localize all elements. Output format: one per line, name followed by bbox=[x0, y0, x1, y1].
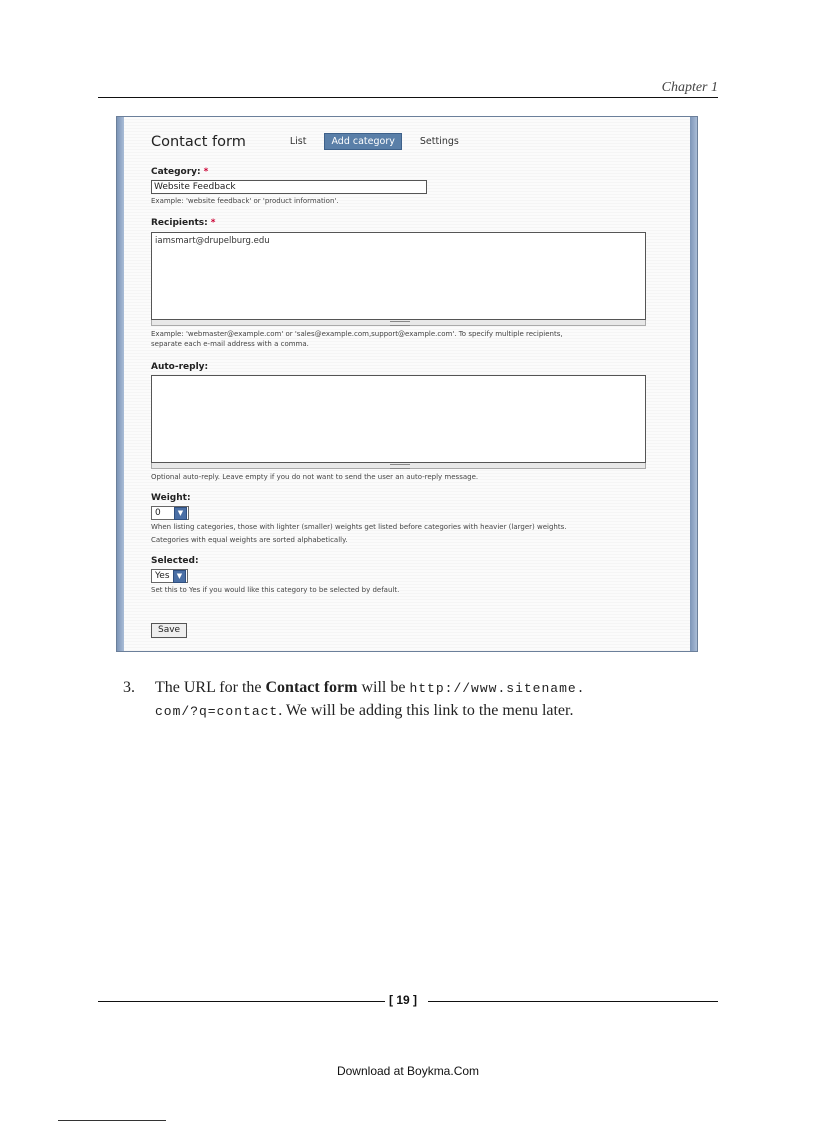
chapter-label: Chapter 1 bbox=[661, 80, 718, 95]
weight-value: 0 bbox=[155, 508, 161, 518]
weight-help-line1: When listing categories, those with lighter (smaller) weights get listed before categories with heavier (larger) weights. bbox=[151, 523, 567, 531]
category-help: Example: 'website feedback' or 'product information'. bbox=[151, 197, 339, 205]
list-item-step-3 bbox=[123, 677, 683, 723]
weight-help-line2: Categories with equal weights are sorted alphabetically. bbox=[151, 536, 348, 544]
recipients-help-line1: Example: 'webmaster@example.com' or 'sales@example.com,support@example.com'. To specify multiple recipients, bbox=[151, 330, 563, 338]
selected-help: Set this to Yes if you would like this category to be selected by default. bbox=[151, 586, 400, 594]
footer-rule-right bbox=[428, 1001, 718, 1002]
tab-add-category[interactable]: Add category bbox=[324, 133, 401, 150]
selected-label: Selected: bbox=[151, 556, 199, 566]
chevron-down-icon: ▼ bbox=[173, 570, 186, 583]
download-note: Download at Boykma.Com bbox=[336, 1064, 480, 1078]
footer-rule-left bbox=[98, 1001, 385, 1002]
auto-reply-resize-grip[interactable] bbox=[151, 463, 646, 469]
form-title: Contact form bbox=[151, 133, 246, 150]
auto-reply-label: Auto-reply: bbox=[151, 362, 209, 372]
url-part2: com/?q=contact bbox=[155, 704, 279, 719]
required-mark: * bbox=[210, 218, 216, 228]
auto-reply-textarea[interactable] bbox=[151, 375, 646, 463]
step-number: 3. bbox=[123, 679, 135, 696]
chevron-down-icon: ▼ bbox=[174, 507, 187, 520]
weight-select[interactable] bbox=[151, 506, 189, 520]
required-mark: * bbox=[203, 167, 209, 177]
step-text bbox=[155, 677, 683, 723]
auto-reply-help: Optional auto-reply. Leave empty if you do not want to send the user an auto-reply message. bbox=[151, 473, 479, 481]
step-text-before: The URL for the bbox=[155, 679, 266, 696]
recipients-label bbox=[151, 218, 215, 228]
tab-list[interactable]: List bbox=[289, 136, 307, 147]
step-text-mid: will be bbox=[357, 679, 410, 696]
recipients-label-text: Recipients: bbox=[151, 218, 208, 228]
selected-value: Yes bbox=[155, 571, 170, 581]
url-part1: http://www.sitename. bbox=[409, 681, 586, 696]
form-header bbox=[151, 133, 477, 150]
selected-select[interactable] bbox=[151, 569, 188, 583]
save-button[interactable]: Save bbox=[151, 623, 187, 638]
recipients-textarea[interactable]: iamsmart@drupelburg.edu bbox=[151, 232, 646, 320]
step-text-after: . We will be adding this link to the menu later. bbox=[278, 702, 574, 719]
contact-form-term: Contact form bbox=[265, 679, 358, 696]
weight-label: Weight: bbox=[151, 493, 191, 503]
page-number: [ 19 ] bbox=[389, 993, 418, 1007]
category-input[interactable]: Website Feedback bbox=[151, 180, 427, 194]
bottom-marks bbox=[58, 1120, 166, 1121]
screenshot-figure bbox=[116, 116, 698, 652]
recipients-resize-grip[interactable] bbox=[151, 320, 646, 326]
tab-settings[interactable]: Settings bbox=[419, 136, 459, 147]
header-rule bbox=[98, 97, 718, 98]
recipients-help-line2: separate each e-mail address with a comma. bbox=[151, 340, 309, 348]
category-label bbox=[151, 167, 208, 177]
category-label-text: Category: bbox=[151, 167, 201, 177]
